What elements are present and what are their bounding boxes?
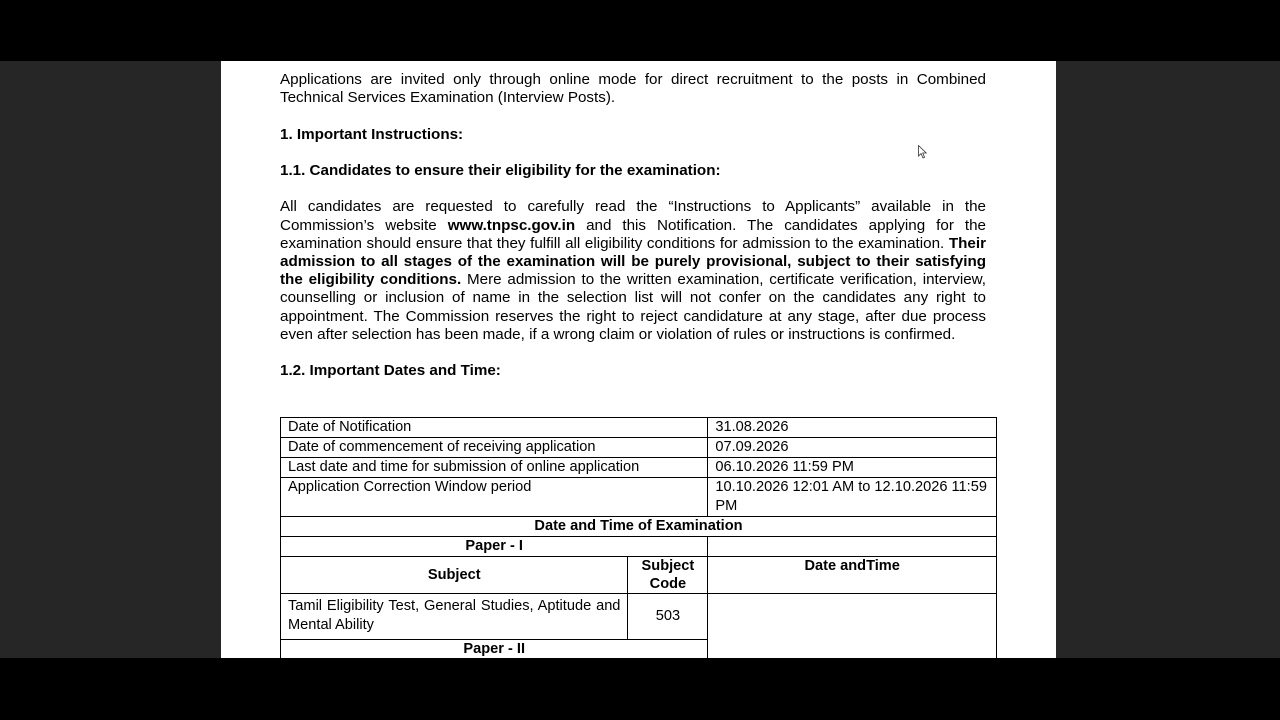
table-row <box>281 458 997 478</box>
subject-code: 503 <box>628 594 708 640</box>
heading-important-instructions: 1. Important Instructions: <box>280 125 464 143</box>
table-row <box>281 418 997 438</box>
date-value: 07.09.2026 <box>708 438 997 458</box>
paper1-heading: Paper - I <box>281 537 708 557</box>
date-label: Date of Notification <box>281 418 708 438</box>
col-subject: Subject <box>281 557 628 594</box>
date-value: 06.10.2026 11:59 PM <box>708 458 997 478</box>
eligibility-paragraph: All candidates are requested to carefully read the “Instructions to Applicants” available in the Commission’s website www.tnpsc.gov.in and this Notification. The candidates applying for the examination should ensure that they fulfill all eligibility conditions for admission to the examination. Their admission to all stages of the examination will be purely provisional, subject to their satisfying the eligibility conditions. Mere admission to the written examination, certificate verification, interview, counselling or inclusion of name in the selection list will not confer on the candidates any right to appointment. The Commission reserves the right to reject candidature at any stage, after due process even after selection has been made, if a wrong claim or violation of rules or instructions is confirmed. <box>280 198 987 343</box>
intro-paragraph: Applications are invited only through online mode for direct recruitment to the posts in Combined Technical Services Examination (Interview Posts). <box>280 71 986 107</box>
mouse-pointer-icon <box>918 145 928 159</box>
col-subject-code: Subject Code <box>628 557 708 594</box>
document-viewer[interactable] <box>0 61 1280 658</box>
website-link: www.tnpsc.gov.in <box>447 216 576 234</box>
table-row <box>281 537 997 557</box>
table-row <box>281 557 997 594</box>
table-row <box>281 478 997 517</box>
document-page <box>221 61 1056 658</box>
heading-dates: 1.2. Important Dates and Time: <box>280 362 501 380</box>
exam-heading: Date and Time of Examination <box>281 517 997 537</box>
table-row <box>281 594 997 640</box>
dates-table <box>280 417 997 658</box>
provisional-admission-note: Their admission to all stages of the examination will be purely provisional, subject to their satisfying the eligibility conditions. <box>280 234 986 289</box>
heading-eligibility: 1.1. Candidates to ensure their eligibility for the examination: <box>280 161 721 179</box>
date-value: 31.08.2026 <box>708 418 997 438</box>
subject-name: Tamil Eligibility Test, General Studies, Aptitude and Mental Ability <box>281 594 628 640</box>
page-content <box>280 71 986 380</box>
date-label: Application Correction Window period <box>281 478 708 517</box>
date-value: 10.10.2026 12:01 AM to 12.10.2026 11:59 PM <box>708 478 997 517</box>
col-date-time: Date andTime <box>708 557 997 594</box>
table-row <box>281 438 997 458</box>
paper2-heading: Paper - II <box>281 640 708 659</box>
table-row <box>281 517 997 537</box>
date-label: Date of commencement of receiving application <box>281 438 708 458</box>
date-label: Last date and time for submission of online application <box>281 458 708 478</box>
exam-date-time <box>708 594 997 659</box>
